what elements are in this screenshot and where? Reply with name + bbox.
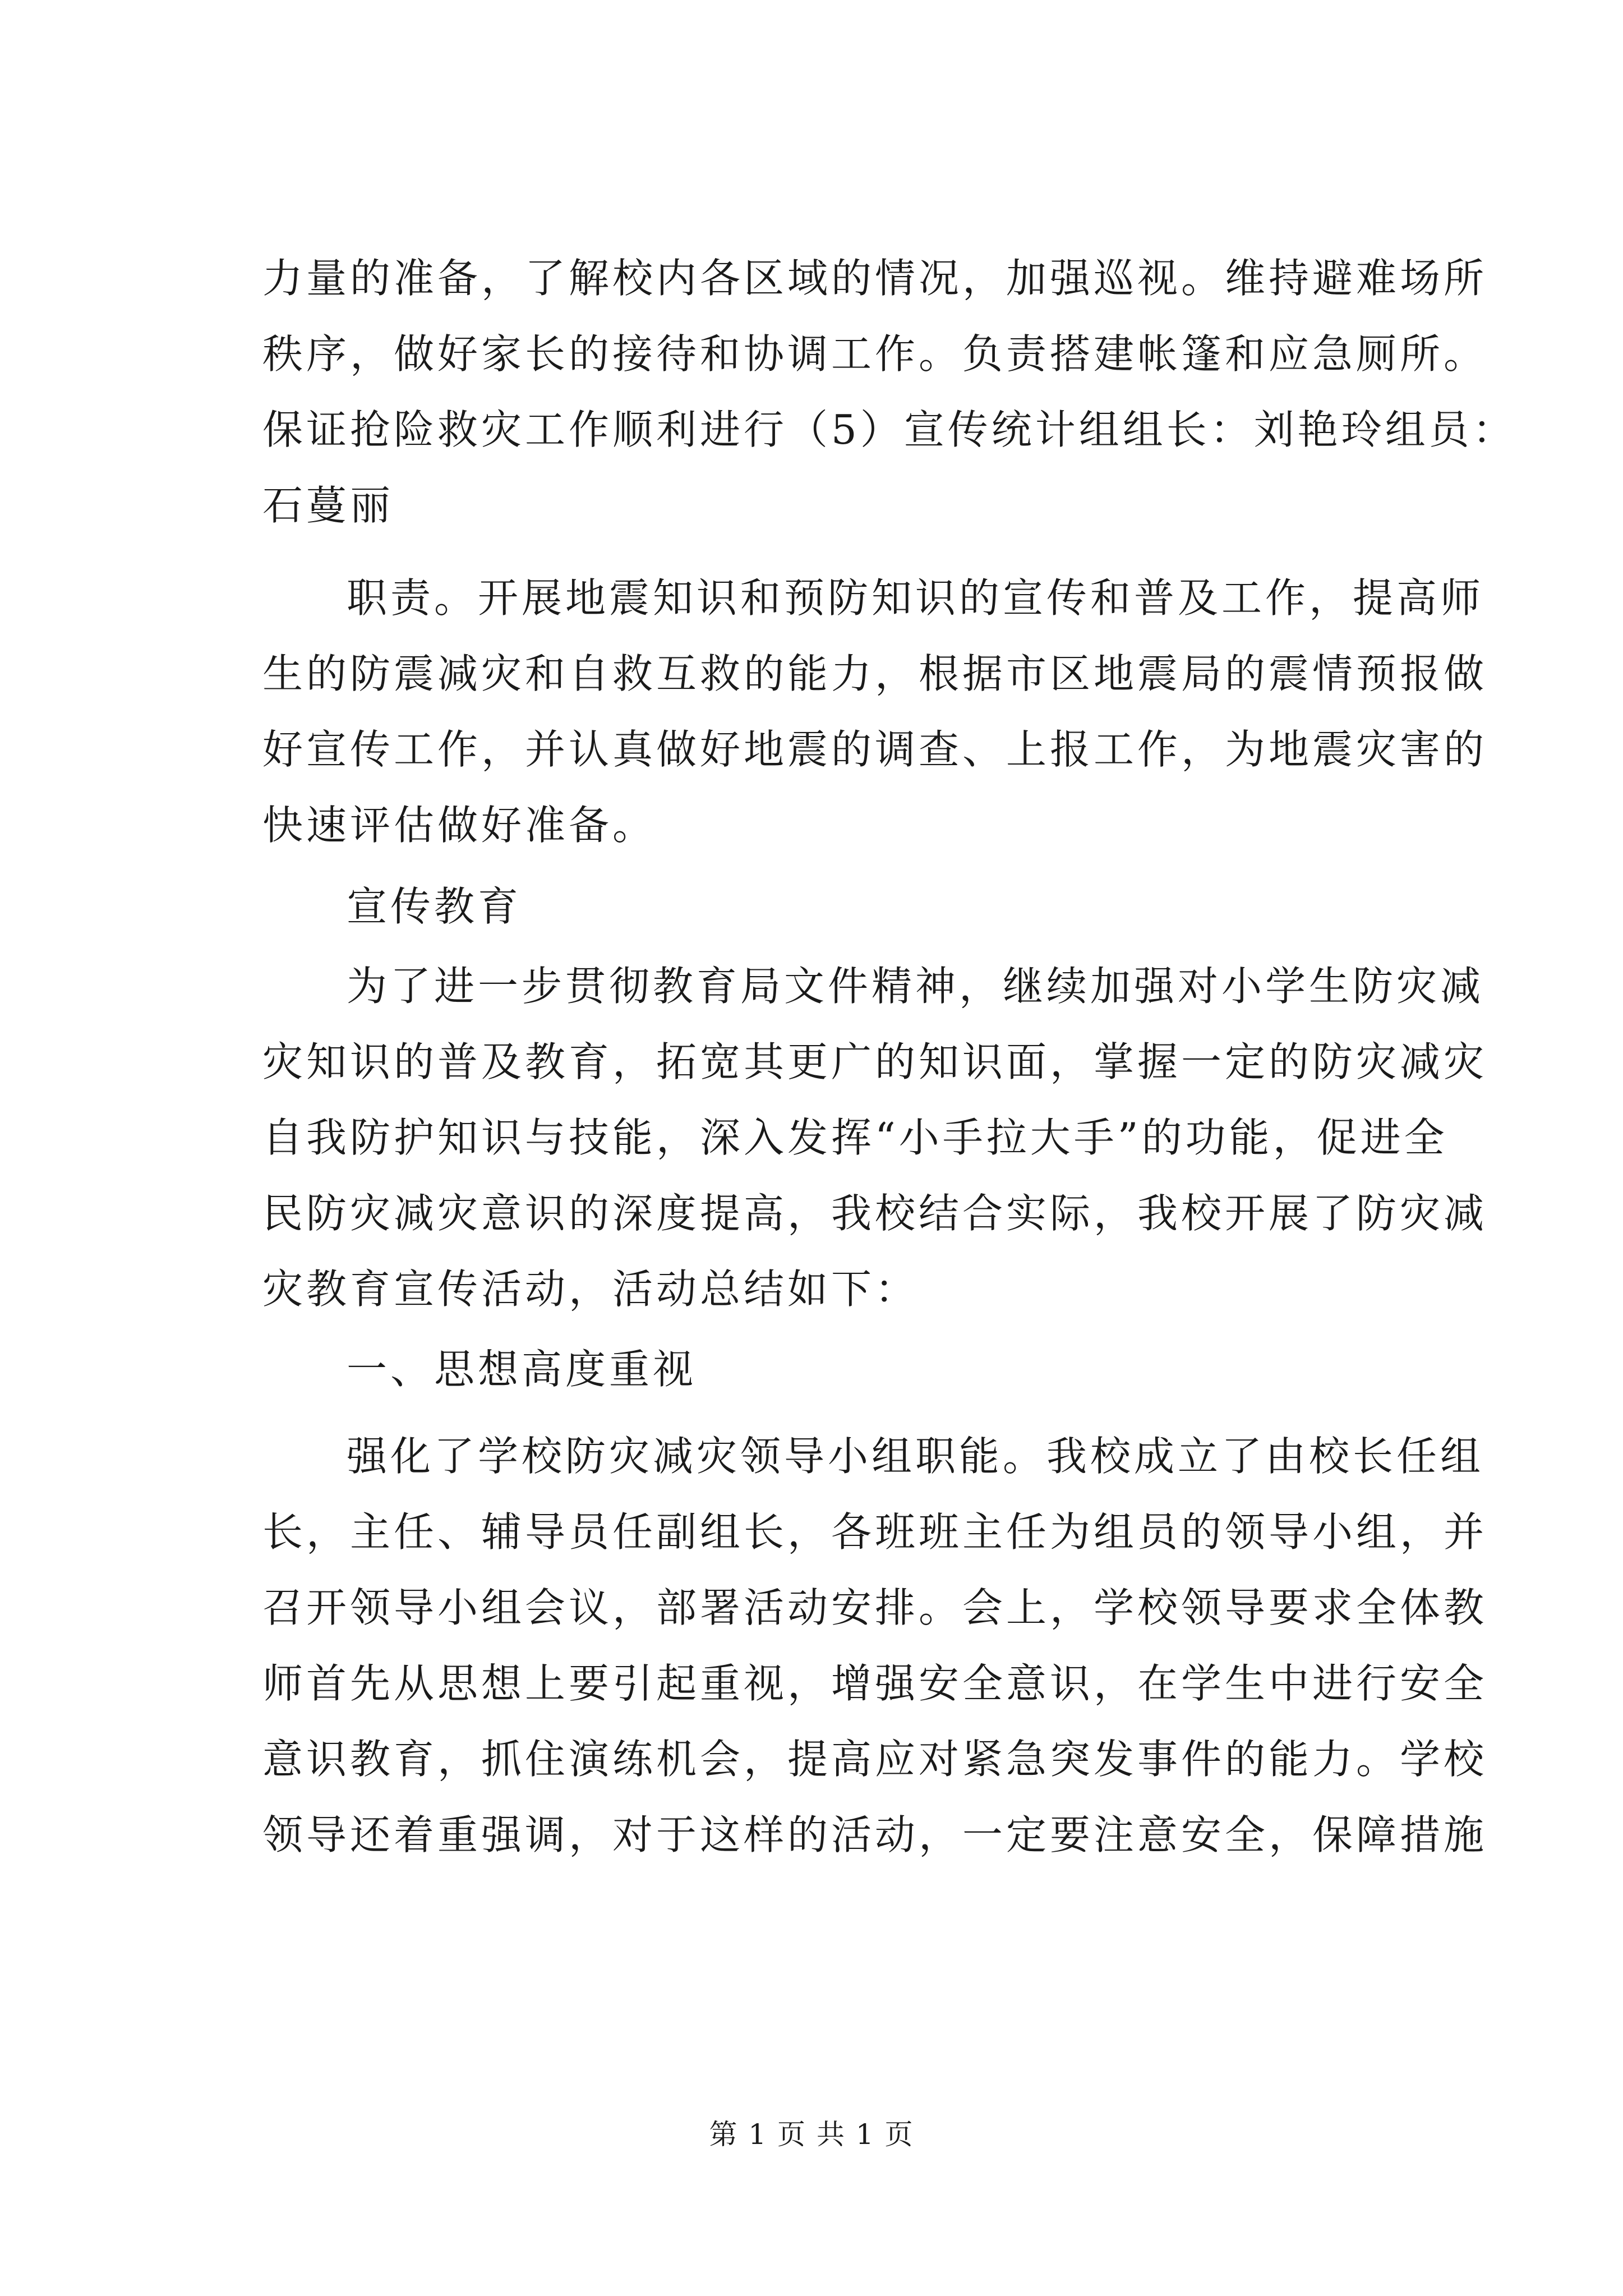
paragraph-line: 石蔓丽 [262, 482, 394, 529]
paragraph-line: 强化了学校防灾减灾领导小组职能。我校成立了由校长任组 [347, 1433, 1484, 1480]
paragraph-line: 灾知识的普及教育，拓宽其更广的知识面，掌握一定的防灾减灾 [262, 1038, 1488, 1085]
paragraph-line: 长，主任、辅导员任副组长，各班班主任为组员的领导小组，并 [262, 1508, 1488, 1556]
paragraph-line: 召开领导小组会议，部署活动安排。会上，学校领导要求全体教 [262, 1584, 1488, 1631]
paragraph-line: 职责。开展地震知识和预防知识的宣传和普及工作，提高师 [347, 574, 1484, 622]
paragraph-line: 自我防护知识与技能，深入发挥“小手拉大手”的功能，促进全 [262, 1114, 1448, 1161]
paragraph-line: 民防灾减灾意识的深度提高，我校结合实际，我校开展了防灾减 [262, 1190, 1488, 1237]
paragraph-line: 灾教育宣传活动，活动总结如下： [262, 1266, 919, 1313]
paragraph-line: 为了进一步贯彻教育局文件精神，继续加强对小学生防灾减 [347, 963, 1484, 1010]
section-heading: 宣传教育 [347, 883, 522, 930]
section-heading: 一、思想高度重视 [347, 1346, 697, 1393]
paragraph-line: 生的防震减灾和自救互救的能力，根据市区地震局的震情预报做 [262, 650, 1488, 697]
paragraph-line: 秩序，做好家长的接待和协调工作。负责搭建帐篷和应急厕所。 [262, 330, 1488, 378]
page-footer: 第 1 页 共 1 页 [709, 2118, 914, 2151]
paragraph-line: 师首先从思想上要引起重视，增强安全意识，在学生中进行安全 [262, 1660, 1488, 1707]
paragraph-line: 好宣传工作，并认真做好地震的调查、上报工作，为地震灾害的 [262, 726, 1488, 773]
paragraph-line: 保证抢险救灾工作顺利进行（5）宣传统计组组长：刘艳玲组员： [262, 406, 1516, 453]
paragraph-line: 领导还着重强调，对于这样的活动，一定要注意安全，保障措施 [262, 1811, 1488, 1858]
paragraph-line: 力量的准备，了解校内各区域的情况，加强巡视。维持避难场所 [262, 255, 1488, 302]
paragraph-line: 快速评估做好准备。 [262, 802, 657, 849]
paragraph-line: 意识教育，抓住演练机会，提高应对紧急突发事件的能力。学校 [262, 1736, 1488, 1783]
